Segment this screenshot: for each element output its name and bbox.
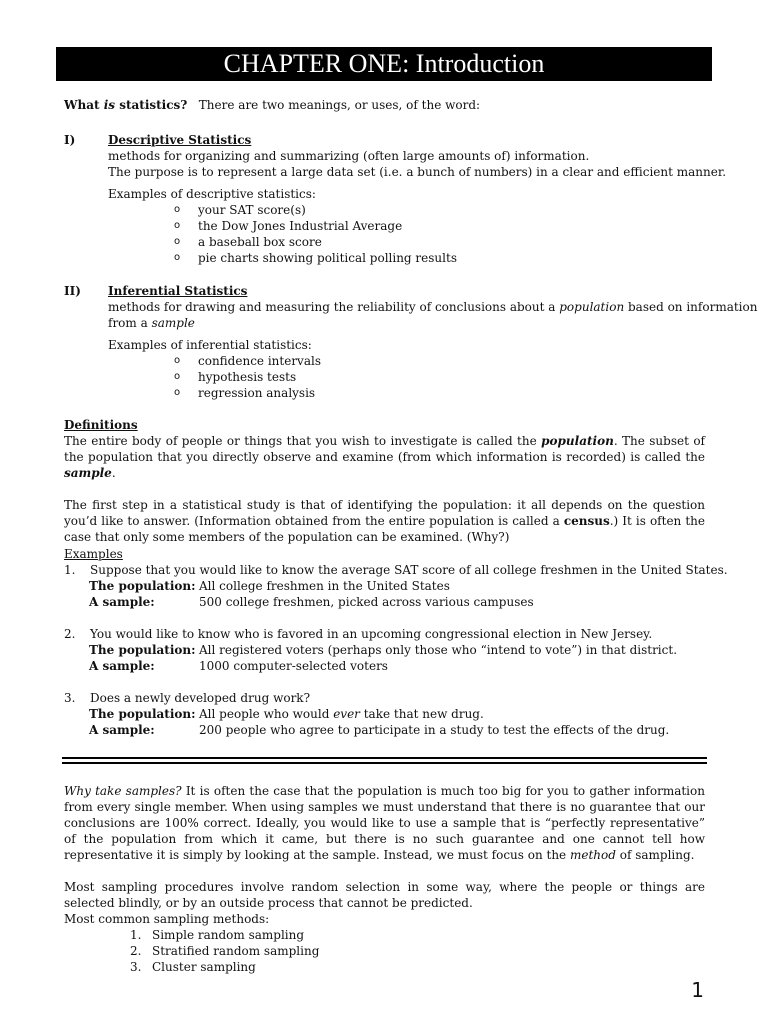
list-item: o pie charts showing political polling results	[174, 251, 457, 265]
list-item: o your SAT score(s)	[174, 203, 306, 217]
intro-question: What is statistics? There are two meanings, or uses, of the word:	[64, 98, 481, 112]
section-number-1: I)	[64, 133, 76, 147]
example-item-3: 3. Does a newly developed drug work?	[64, 691, 311, 705]
examples-section	[64, 546, 728, 738]
inferential-line-1: methods for drawing and measuring the reliability of conclusions about a population based on information	[108, 300, 758, 314]
list-item: o confidence intervals	[174, 354, 321, 368]
descriptive-line-1: methods for organizing and summarizing (often large amounts of) information.	[108, 149, 590, 163]
divider-rule-bottom	[62, 762, 707, 764]
example-2-sample: A sample: 1000 computer-selected voters	[89, 659, 388, 673]
example-1-sample: A sample: 500 college freshmen, picked across various campuses	[89, 595, 534, 609]
example-item-1: 1. Suppose that you would like to know the average SAT score of all college freshmen in the United States.	[64, 563, 728, 577]
sampling-methods-list	[130, 927, 705, 975]
example-item-2: 2. You would like to know who is favored in an upcoming congressional election in New Jersey.	[64, 627, 653, 641]
chapter-title: CHAPTER ONE: Introduction	[56, 47, 712, 81]
list-item: 3. Cluster sampling	[130, 960, 256, 974]
definitions-section	[64, 417, 705, 545]
page-number: 1	[691, 978, 704, 1002]
sampling-methods-label: Most common sampling methods:	[64, 912, 270, 926]
divider-rule-top	[62, 757, 707, 759]
descriptive-examples-label: Examples of descriptive statistics:	[108, 187, 316, 201]
section-number-2: II)	[64, 284, 81, 298]
why-samples-section	[64, 783, 705, 975]
inferential-section	[108, 283, 758, 401]
example-3-sample: A sample: 200 people who agree to participate in a study to test the effects of the drug.	[89, 723, 670, 737]
list-item: o regression analysis	[174, 386, 316, 400]
list-item: o a baseball box score	[174, 235, 322, 249]
example-3-population: The population: All people who would ever take that new drug.	[89, 707, 484, 721]
inferential-line-2: from a sample	[108, 316, 195, 330]
inferential-examples-list	[174, 353, 718, 401]
inferential-examples-label: Examples of inferential statistics:	[108, 338, 312, 352]
sampling-procedures-paragraph: Most sampling procedures involve random selection in some way, where the people or things are selected blindly, or by an outside process that cannot be predicted.	[64, 880, 705, 910]
list-item: o hypothesis tests	[174, 370, 297, 384]
example-1-population: The population: All college freshmen in the United States	[89, 579, 450, 593]
descriptive-line-2: The purpose is to represent a large data set (i.e. a bunch of numbers) in a clear and efficient manner.	[108, 165, 727, 179]
why-samples-paragraph: Why take samples? It is often the case that the population is much too big for you to gather information from every single member. When using samples we must understand that there is no guarantee that our conclusions are 100% correct. Ideally, you would like to use a sample that is “perfectly representative” of the population from which it came, but there is no such guarantee and one cannot tell how representative it is simply by looking at the sample. Instead, we must focus on the method of sampling.	[64, 784, 705, 862]
inferential-heading: Inferential Statistics	[108, 284, 248, 298]
example-2-population: The population: All registered voters (perhaps only those who “intend to vote”) in that district.	[89, 643, 678, 657]
list-item: 2. Stratified random sampling	[130, 944, 320, 958]
examples-heading: Examples	[64, 547, 123, 561]
definitions-paragraph-2: The first step in a statistical study is that of identifying the population: it all depends on the question you’d like to answer. (Information obtained from the entire population is called a census.) It is often the case that only some members of the population can be examined. (Why?)	[64, 498, 705, 544]
descriptive-section	[108, 132, 727, 266]
descriptive-heading: Descriptive Statistics	[108, 133, 252, 147]
list-item: 1. Simple random sampling	[130, 928, 305, 942]
definitions-paragraph-1: The entire body of people or things that you wish to investigate is called the population. The subset of the population that you directly observe and examine (from which information is recorded) is called the sample.	[64, 434, 705, 480]
list-item: o the Dow Jones Industrial Average	[174, 219, 403, 233]
descriptive-examples-list	[174, 202, 718, 266]
definitions-heading: Definitions	[64, 418, 138, 432]
